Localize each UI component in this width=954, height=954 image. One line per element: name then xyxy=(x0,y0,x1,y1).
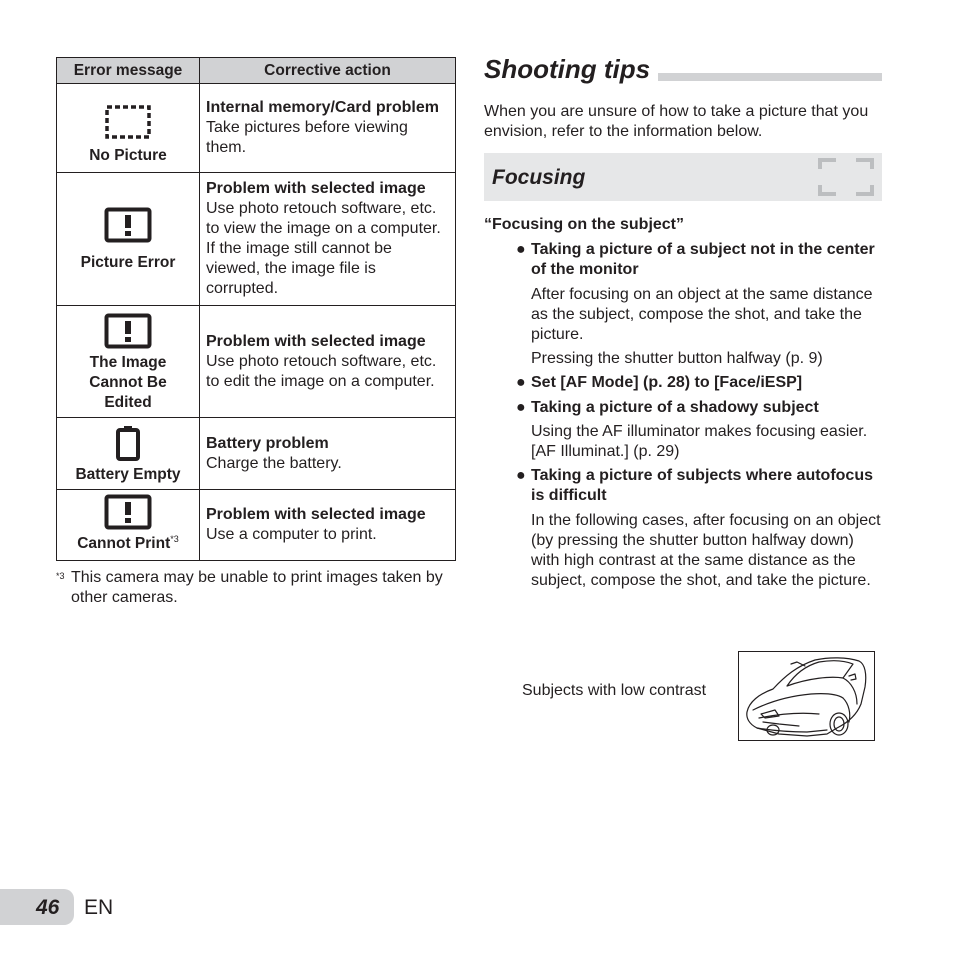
action-text: Take pictures before viewing them. xyxy=(206,119,408,156)
car-illustration xyxy=(738,651,875,741)
corrective-action-cell xyxy=(200,173,456,306)
error-message-cell xyxy=(57,84,200,173)
tip-paragraph: After focusing on an object at the same distance as the subject, compose the shot, and take the picture. xyxy=(531,286,873,343)
tip-item-title: Taking a picture of subjects where autofocus is difficult xyxy=(531,467,873,504)
column-header-corrective-action: Corrective action xyxy=(200,58,456,84)
column-header-error-message: Error message xyxy=(57,58,200,84)
tip-paragraph: Pressing the shutter button halfway (p. 9) xyxy=(531,350,823,367)
subsection-title: Focusing xyxy=(492,166,586,189)
tip-item-title: Taking a picture of a shadowy subject xyxy=(531,399,819,416)
error-message-table xyxy=(56,57,456,561)
action-title: Problem with selected image xyxy=(206,332,426,350)
section-intro: When you are unsure of how to take a picture that you envision, refer to the information below. xyxy=(484,103,869,140)
error-message-cell xyxy=(57,490,200,561)
language-code: EN xyxy=(84,896,114,919)
cannot-print-text: Cannot Print xyxy=(77,535,171,552)
table-row xyxy=(57,418,456,490)
action-title: Problem with selected image xyxy=(206,180,426,197)
table-row xyxy=(57,173,456,306)
action-title: Battery problem xyxy=(206,434,329,452)
footnote-reference: *3 xyxy=(170,533,179,544)
action-title: Internal memory/Card problem xyxy=(206,99,439,116)
action-title: Problem with selected image xyxy=(206,506,426,523)
sports-car-image xyxy=(739,652,874,740)
action-text: Use photo retouch software, etc. to edit the image on a computer. xyxy=(206,352,437,390)
section-title: Shooting tips xyxy=(484,54,658,84)
table-header-row xyxy=(57,58,456,84)
tip-item-title: Taking a picture of a subject not in the center of the monitor xyxy=(531,241,875,278)
error-message-label xyxy=(57,534,199,560)
af-target-frame-icon xyxy=(818,158,874,196)
action-text: Use photo retouch software, etc. to view the image on a computer. If the image still cannot be viewed, the image file is corrupted. xyxy=(206,200,441,297)
error-exclamation-icon xyxy=(104,207,152,243)
table-row xyxy=(57,84,456,173)
corrective-action-cell xyxy=(200,490,456,561)
focusing-subheading: “Focusing on the subject” xyxy=(484,216,685,233)
table-row xyxy=(57,306,456,418)
tip-paragraph: Using the AF illuminator makes focusing easier. [AF Illuminat.] (p. 29) xyxy=(531,423,868,460)
subsection-banner xyxy=(484,153,882,201)
no-picture-icon xyxy=(104,104,152,140)
error-message-cell xyxy=(57,306,200,418)
error-message-label: Picture Error xyxy=(80,254,176,271)
bullet-icon: ● xyxy=(516,399,526,416)
error-message-label: Battery Empty xyxy=(75,466,181,483)
tip-item-title: Set [AF Mode] (p. 28) to [Face/iESP] xyxy=(531,374,803,391)
action-text: Use a computer to print. xyxy=(206,526,377,543)
bullet-icon: ● xyxy=(516,374,526,391)
corrective-action-cell xyxy=(200,306,456,418)
example-label: Subjects with low contrast xyxy=(522,682,707,699)
footnote-text: This camera may be unable to print images taken by other cameras. xyxy=(71,569,443,606)
action-text: Charge the battery. xyxy=(206,454,342,472)
error-exclamation-icon xyxy=(104,313,152,349)
error-exclamation-icon xyxy=(104,494,152,530)
bullet-icon: ● xyxy=(516,241,526,258)
corrective-action-cell xyxy=(200,418,456,490)
battery-empty-icon xyxy=(115,425,141,461)
footnote-mark: *3 xyxy=(56,571,65,581)
page-number: 46 xyxy=(36,896,60,919)
corrective-action-cell xyxy=(200,84,456,173)
error-message-label: The Image Cannot Be Edited xyxy=(89,354,167,411)
error-message-cell xyxy=(57,173,200,306)
error-message-label: No Picture xyxy=(89,147,167,164)
bullet-icon: ● xyxy=(516,467,526,484)
error-message-cell xyxy=(57,418,200,490)
table-row xyxy=(57,490,456,561)
tip-paragraph: In the following cases, after focusing on an object (by pressing the shutter button halfway down) with high contrast at the same distance as the subject, compose the shot, and take the picture. xyxy=(531,512,881,589)
